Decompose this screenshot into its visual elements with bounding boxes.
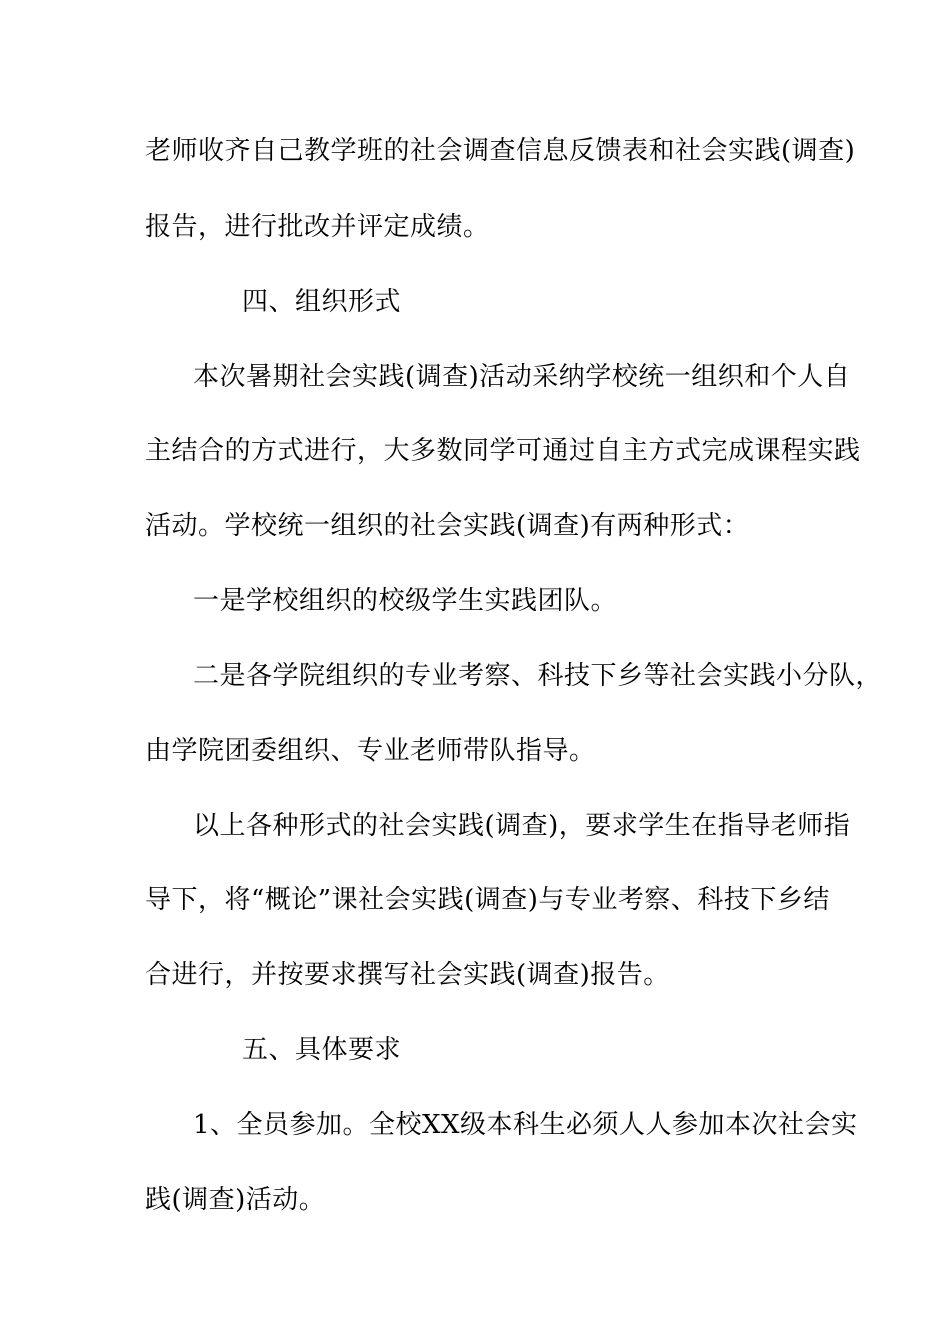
paragraph-line: 由学院团委组织、专业老师带队指导。 [145, 736, 596, 766]
paragraph-line: 老师收齐自己教学班的社会调查信息反馈表和社会实践(调查) [145, 136, 856, 166]
paragraph-line: 二是各学院组织的专业考察、科技下乡等社会实践小分队， [193, 661, 883, 691]
paragraph-line: 1、全员参加。全校XX级本科生必须人人参加本次社会实 [193, 1110, 858, 1140]
paragraph-line: 本次暑期社会实践(调查)活动采纳学校统一组织和个人自 [193, 362, 851, 392]
paragraph-line: 活动。学校统一组织的社会实践(调查)有两种形式： [145, 511, 750, 541]
paragraph-line: 践(调查)活动。 [145, 1185, 326, 1215]
paragraph-line: 合进行，并按要求撰写社会实践(调查)报告。 [145, 960, 670, 990]
paragraph-line: 导下，将“概论”课社会实践(调查)与专业考察、科技下乡结 [145, 885, 830, 915]
paragraph-line: 一是学校组织的校级学生实践团队。 [193, 586, 618, 616]
paragraph-line: 报告，进行批改并评定成绩。 [145, 212, 490, 242]
paragraph-line: 主结合的方式进行，大多数同学可通过自主方式完成课程实践 [145, 436, 861, 466]
section-heading: 四、组织形式 [242, 287, 402, 317]
paragraph-line: 以上各种形式的社会实践(调查)，要求学生在指导老师指 [193, 811, 851, 841]
section-heading: 五、具体要求 [242, 1035, 402, 1065]
